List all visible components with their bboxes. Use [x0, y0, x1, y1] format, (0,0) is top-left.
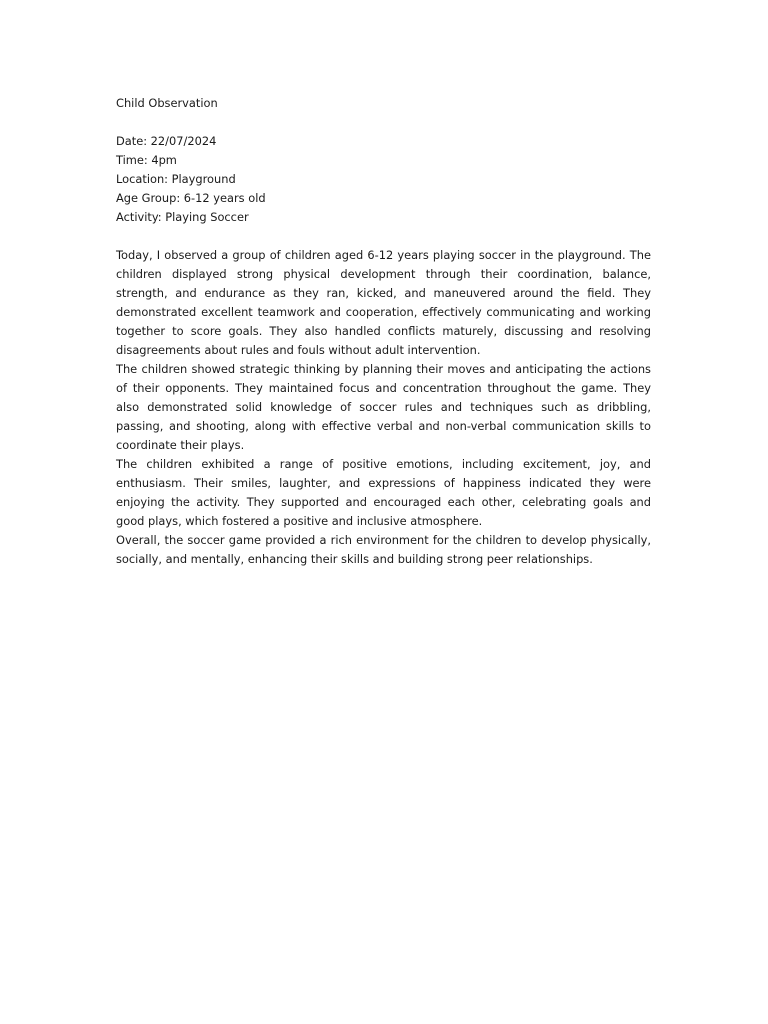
- age-group-line: Age Group: 6-12 years old: [116, 191, 266, 205]
- blank-line: [116, 113, 651, 132]
- paragraph-cognitive: The children showed strategic thinking by planning their moves and anticipating the actions of their opponents. They maintained focus and concentration throughout the game. They also demonstrated solid knowledge of soccer rules and techniques such as dribbling, passing, and shooting, along with effective verbal and non-verbal communication skills to coordinate their plays.: [116, 362, 651, 452]
- document-body: [116, 94, 651, 569]
- date-line: Date: 22/07/2024: [116, 134, 217, 148]
- paragraph-emotional: The children exhibited a range of positive emotions, including excitement, joy, and enthusiasm. Their smiles, laughter, and expressions of happiness indicated they were enjoying the activity. They supported and encouraged each other, celebrating goals and good plays, which fostered a positive and inclusive atmosphere.: [116, 457, 651, 528]
- observation-text: [116, 246, 651, 569]
- activity-line: Activity: Playing Soccer: [116, 210, 249, 224]
- blank-line: [116, 227, 651, 246]
- paragraph-summary: Overall, the soccer game provided a rich environment for the children to develop physically, socially, and mentally, enhancing their skills and building strong peer relationships.: [116, 533, 651, 566]
- paragraph-physical-social: Today, I observed a group of children aged 6-12 years playing soccer in the playground. The children displayed strong physical development through their coordination, balance, strength, and endurance as they ran, kicked, and maneuvered around the field. They demonstrated excellent teamwork and cooperation, effectively communicating and working together to score goals. They also handled conflicts maturely, discussing and resolving disagreements about rules and fouls without adult intervention.: [116, 248, 651, 357]
- location-line: Location: Playground: [116, 172, 236, 186]
- document-title: Child Observation: [116, 96, 218, 110]
- time-line: Time: 4pm: [116, 153, 177, 167]
- observation-details: [116, 132, 651, 227]
